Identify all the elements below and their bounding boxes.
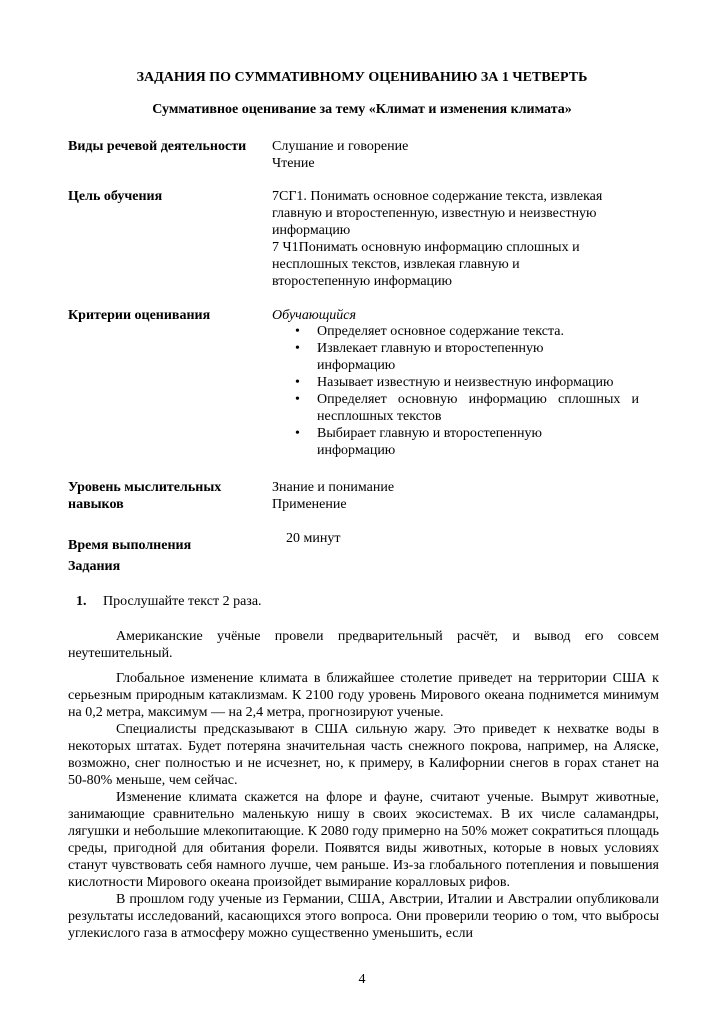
task-text: Прослушайте текст 2 раза.	[103, 594, 262, 609]
text-paragraph: Глобальное изменение климата в ближайшее столетие приведет на территории США к серьезным природным катаклизмам. К 2100 году уровень Мирового океана поднимется минимум на 0,2 метра, максимум — на 2,4 метра, прогнозируют ученые.	[68, 671, 659, 720]
time-value: 20 минут	[286, 531, 341, 546]
criteria-intro: Обучающийся	[272, 308, 357, 323]
main-title: ЗАДАНИЯ ПО СУММАТИВНОМУ ОЦЕНИВАНИЮ ЗА 1 ЧЕТВЕРТЬ	[136, 70, 588, 85]
speech-activity-label: Виды речевой деятельности	[68, 139, 247, 154]
learning-goal-label: Цель обучения	[68, 189, 163, 204]
text-paragraph: Американские учёные провели предварительный расчёт, и вывод его совсем неутешительный.	[68, 629, 659, 661]
criteria-item: • Называет известную и неизвестную информацию	[295, 375, 614, 390]
speech-activity-value	[272, 138, 408, 172]
listening-text	[68, 628, 659, 942]
text-paragraph: Специалисты предсказывают в США сильную жару. Это приведет к нехватке воды в некоторых штатах. Будет потеряна значительная часть снежного покрова, например, на Аляске, возможно, снег полностью и не исчезнет, но, к примеру, в Калифорнии снегов в горах станет на 50-80% меньше, чем сейчас.	[68, 722, 659, 788]
criteria-item: • Определяет основную информацию сплошных и несплошных текстов	[295, 392, 639, 424]
goal-line: несплошных текстов, извлекая главную и	[272, 257, 520, 272]
learning-goal-value	[272, 188, 602, 290]
bullet-icon: •	[295, 324, 300, 339]
thinking-level-value	[272, 479, 394, 513]
thinking-level-label: Уровень мыслительных навыков	[68, 480, 222, 512]
text-paragraph: В прошлом году ученые из Германии, США, Австрии, Италии и Австралии опубликовали результаты исследований, касающихся этого вопроса. Они проверили теорию о том, что выбросы углекислого газа в атмосферу можно существенно уменьшить, если	[68, 892, 659, 941]
level-line: Применение	[272, 497, 347, 512]
goal-line: информацию	[272, 223, 351, 238]
goal-line: главную и второстепенную, известную и неизвестную	[272, 206, 597, 221]
speech-line: Слушание и говорение	[272, 139, 409, 154]
criteria-item: • Выбирает главную и второстепенную информацию	[295, 426, 542, 458]
bullet-icon: •	[295, 392, 300, 407]
goal-line: 7 Ч1Понимать основную информацию сплошных и	[272, 240, 580, 255]
time-label: Время выполнения	[68, 538, 192, 553]
goal-line: 7СГ1. Понимать основное содержание текста, извлекая	[272, 189, 603, 204]
speech-line: Чтение	[272, 156, 315, 171]
subtitle: Суммативное оценивание за тему «Климат и изменения климата»	[152, 102, 572, 117]
criteria-list	[289, 323, 649, 459]
page-number: 4	[358, 972, 366, 987]
tasks-heading: Задания	[68, 559, 121, 574]
task-number: 1.	[76, 594, 87, 609]
text-paragraph: Изменение климата скажется на флоре и фауне, считают ученые. Вымрут животные, занимающие сравнительно маленькую нишу в своих экосистемах. В их числе саламандры, лягушки и небольшие млекопитающие. К 2080 году примерно на 50% может сократиться площадь среды, пригодной для обитания форели. Появятся виды животных, которые в новых условиях станут чувствовать себя намного лучше, чем раньше. Из-за глобального потепления и повышения кислотности Мирового океана произойдет вымирание коралловых рифов.	[68, 790, 659, 890]
criteria-label: Критерии оценивания	[68, 308, 211, 323]
goal-line: второстепенную информацию	[272, 274, 453, 289]
criteria-item: • Определяет основное содержание текста.	[295, 324, 565, 339]
bullet-icon: •	[295, 426, 300, 441]
level-line: Знание и понимание	[272, 480, 395, 495]
bullet-icon: •	[295, 375, 300, 390]
bullet-icon: •	[295, 341, 300, 356]
criteria-item: • Извлекает главную и второстепенную информацию	[295, 341, 544, 373]
